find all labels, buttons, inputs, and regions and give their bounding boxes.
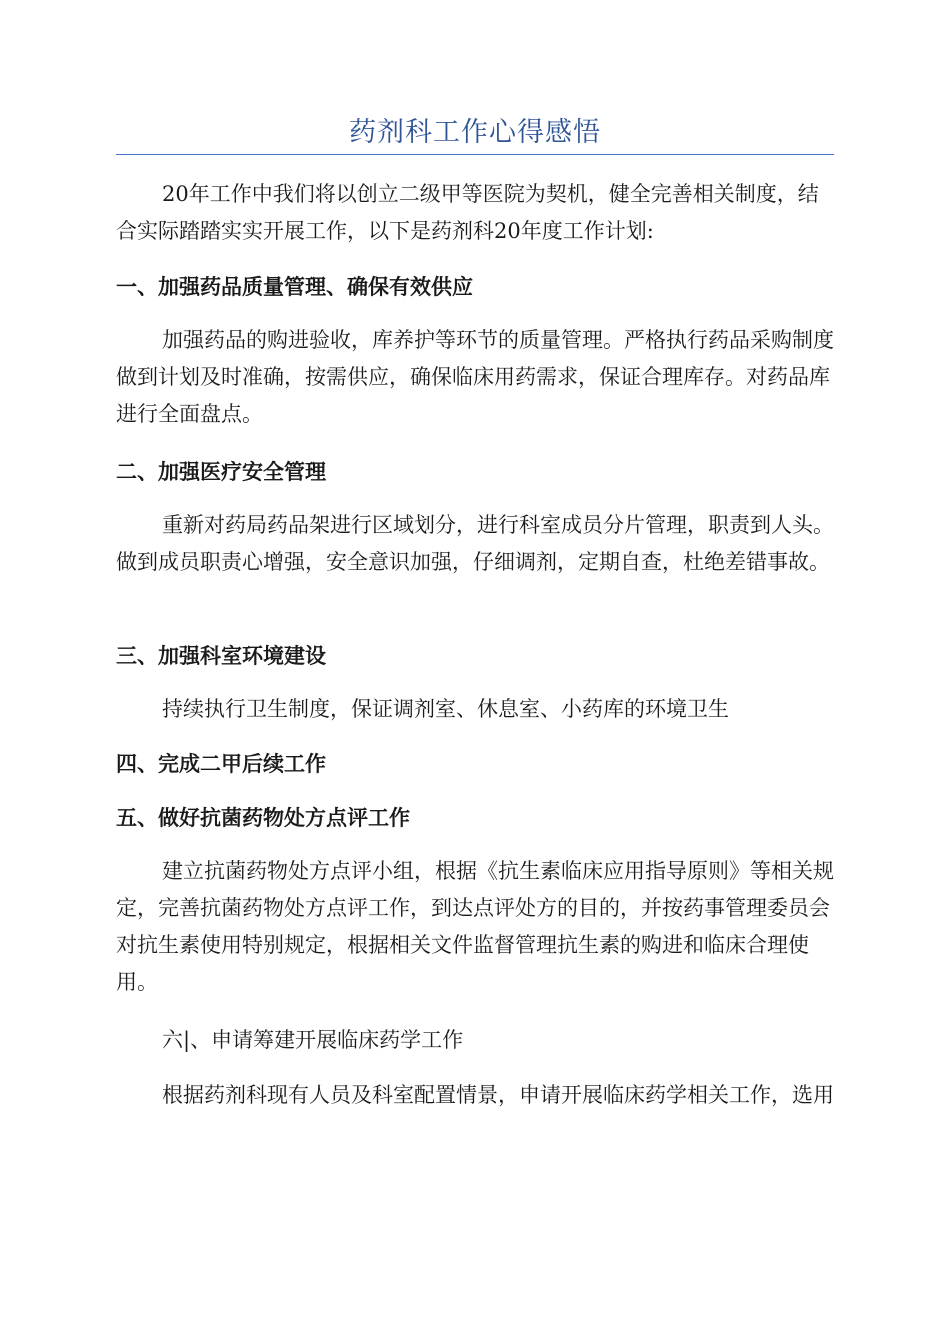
section-6-body: 根据药剂科现有人员及科室配置情景，申请开展临床药学相关工作，选用 xyxy=(162,1083,834,1107)
section-3-body: 持续执行卫生制度，保证调剂室、休息室、小药库的环境卫生 xyxy=(162,697,729,721)
document-title: 药剂科工作心得感悟 xyxy=(349,117,601,148)
section-5-heading: 五、做好抗菌药物处方点评工作 xyxy=(116,806,410,830)
section-1-heading: 一、加强药品质量管理、确保有效供应 xyxy=(116,275,473,299)
section-2-body: 重新对药局药品架进行区域划分，进行科室成员分片管理，职责到人头。做到成员职责心增强，安全意识加强，仔细调剂，定期自查，杜绝差错事故。 xyxy=(116,513,834,574)
intro-paragraph: 20年工作中我们将以创立二级甲等医院为契机，健全完善相关制度，结合实际踏踏实实开展工作，以下是药剂科20年度工作计划: xyxy=(116,182,819,243)
section-2-heading: 二、加强医疗安全管理 xyxy=(116,460,326,484)
section-1-body: 加强药品的购进验收，库养护等环节的质量管理。严格执行药品采购制度做到计划及时准确，按需供应，确保临床用药需求，保证合理库存。对药品库进行全面盘点。 xyxy=(116,328,834,426)
section-3-heading: 三、加强科室环境建设 xyxy=(116,644,326,668)
section-4-heading: 四、完成二甲后续工作 xyxy=(116,752,326,776)
section-6-heading: 六|、申请筹建开展临床药学工作 xyxy=(162,1028,464,1052)
section-5-body: 建立抗菌药物处方点评小组，根据《抗生素临床应用指导原则》等相关规定，完善抗菌药物处方点评工作，到达点评处方的目的，并按药事管理委员会对抗生素使用特别规定，根据相关文件监督管理抗生素的购进和临床合理使用。 xyxy=(116,859,834,994)
title-underline xyxy=(116,154,834,155)
